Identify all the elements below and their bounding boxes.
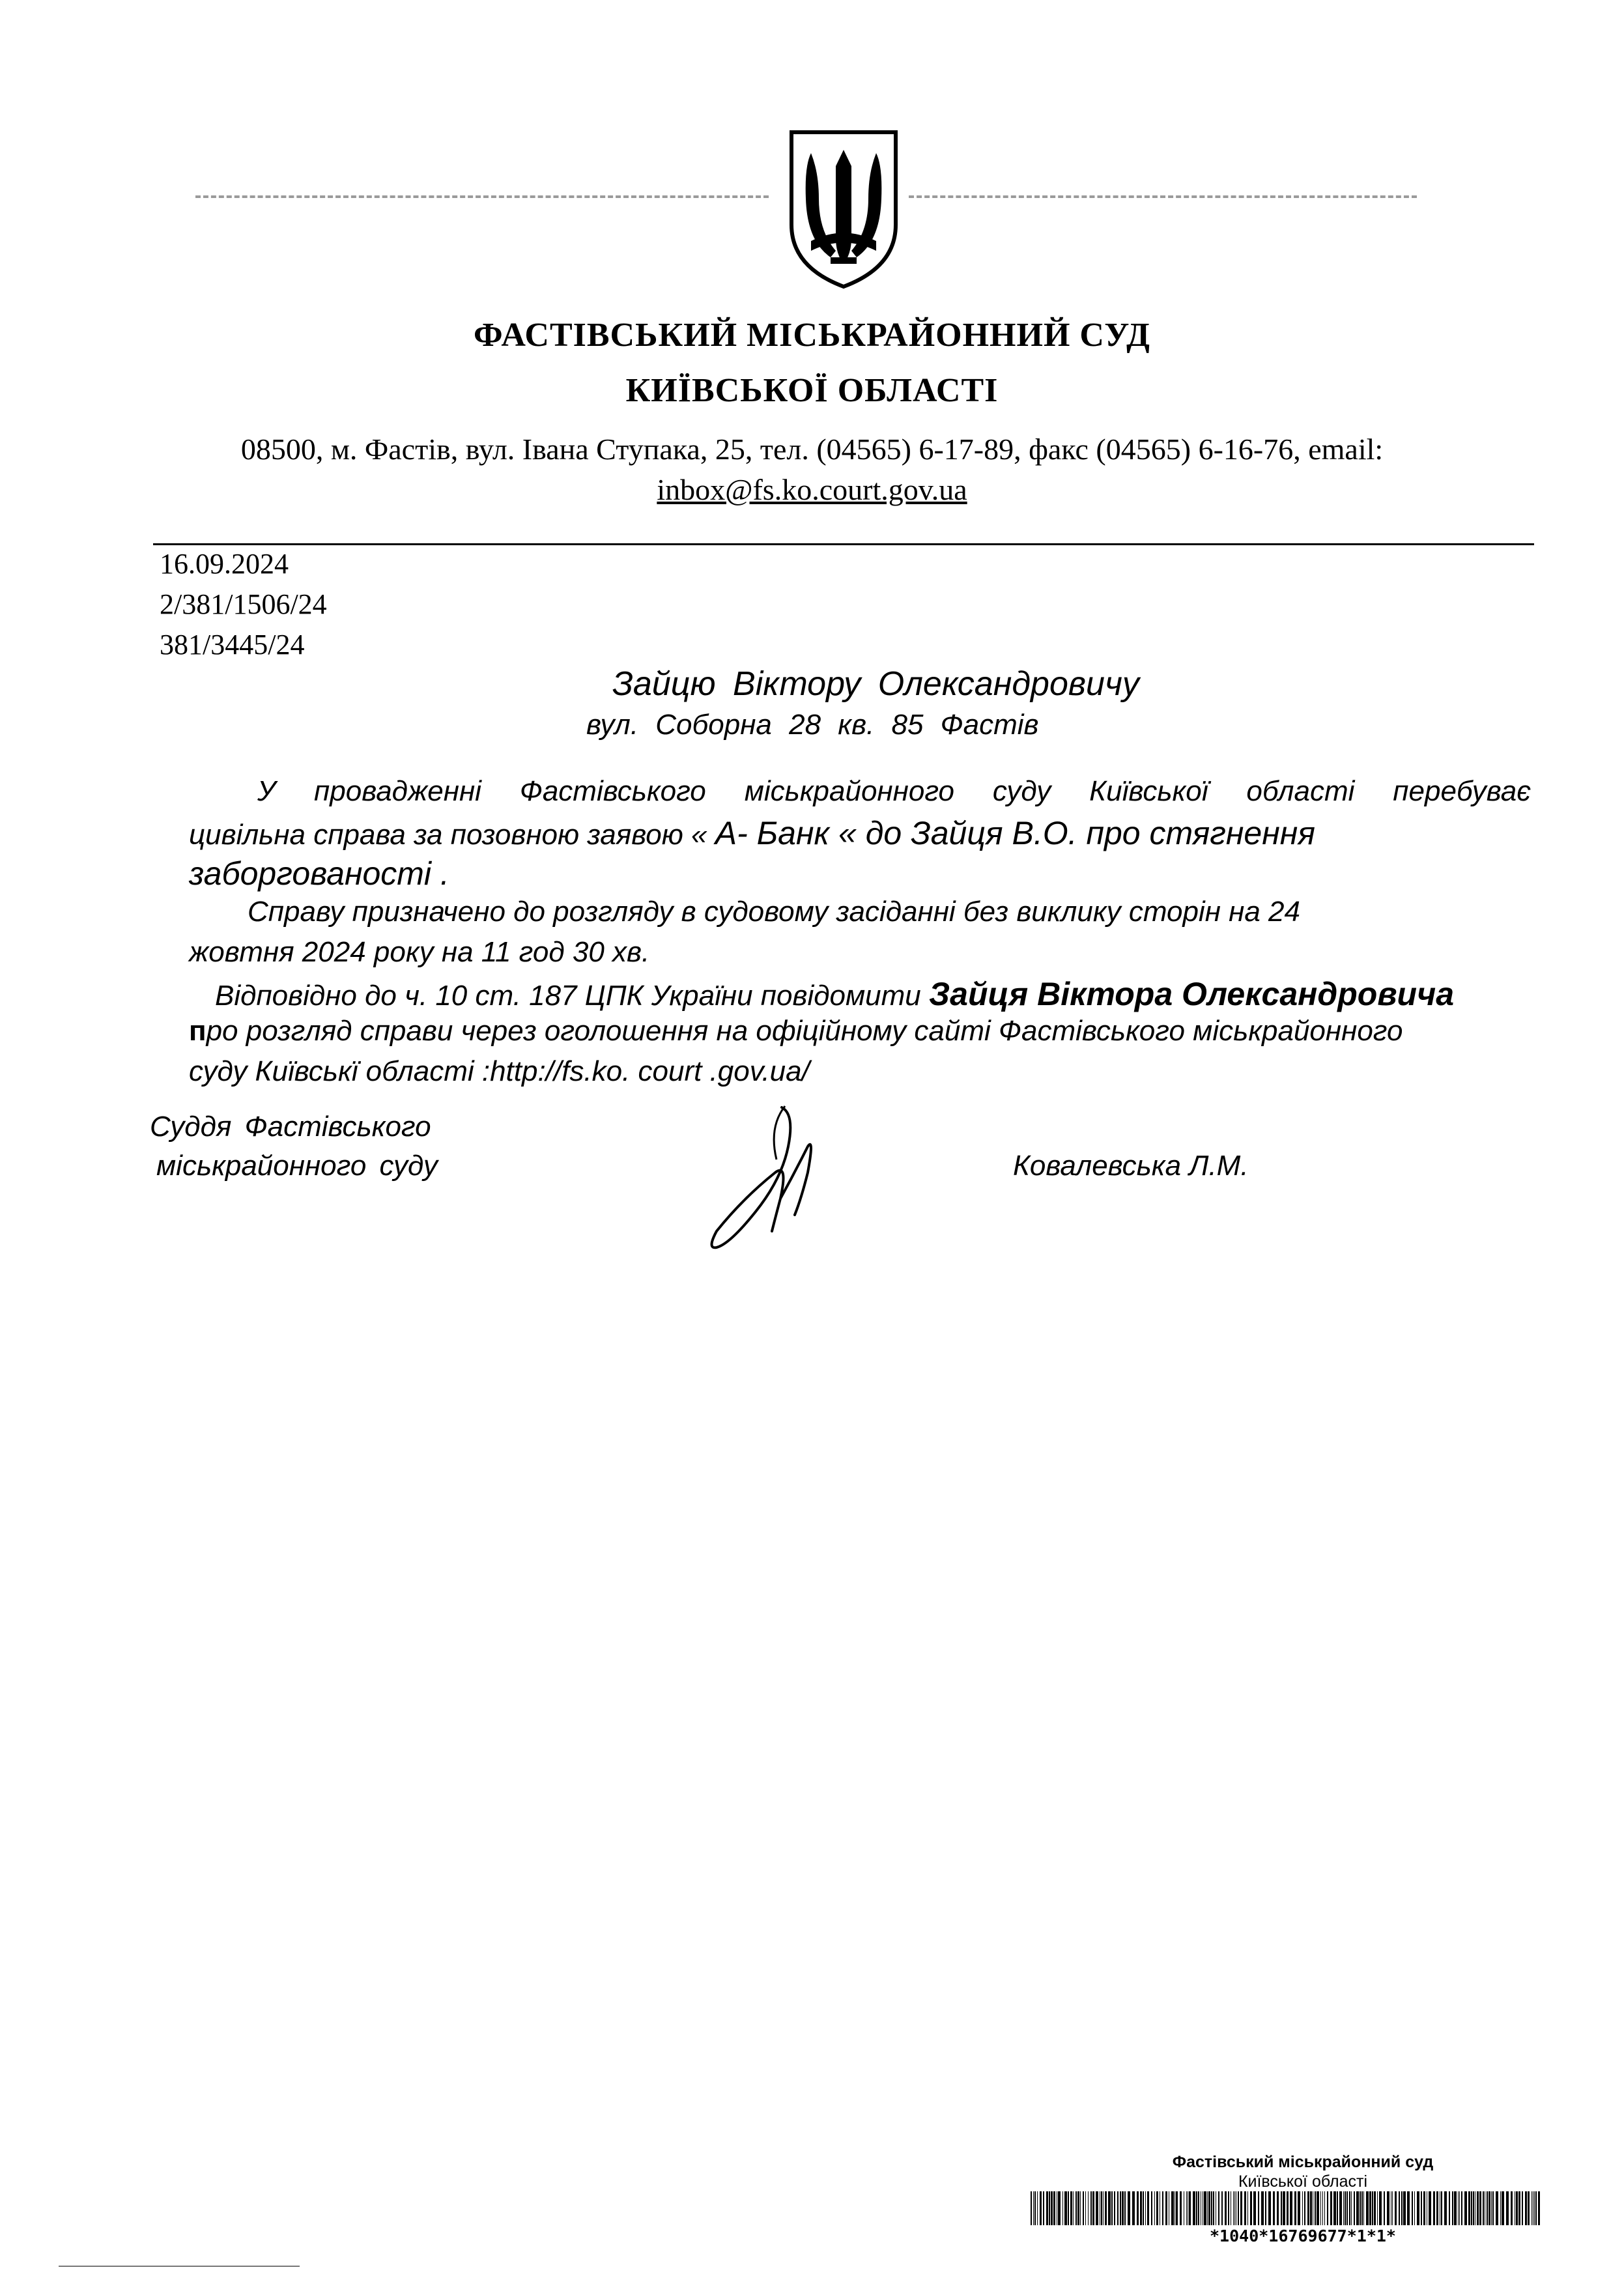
barcode-bar [1238, 2191, 1239, 2225]
barcode-bar [1176, 2191, 1178, 2225]
barcode-bar [1156, 2191, 1158, 2225]
barcode-bar [1218, 2191, 1219, 2225]
barcode-bar [1258, 2191, 1259, 2225]
claim-subject: про стягнення [1077, 815, 1315, 851]
addressee-name: Зайцю Віктору Олександровичу [612, 665, 1139, 703]
barcode-bar [1492, 2191, 1494, 2225]
barcode-bar [1468, 2191, 1470, 2225]
barcode-bar [1053, 2191, 1055, 2225]
barcode-bar [1310, 2191, 1312, 2225]
barcode-bar [1441, 2191, 1442, 2225]
barcode-bar [1461, 2191, 1462, 2225]
barcode-bar [1324, 2191, 1325, 2225]
barcode-bar [1120, 2191, 1121, 2225]
barcode-bar [1366, 2191, 1369, 2225]
barcode-bar [1132, 2191, 1135, 2225]
barcode-bar [1444, 2191, 1447, 2225]
barcode-bar [1283, 2191, 1285, 2225]
barcode-bar [1294, 2191, 1296, 2225]
notified-person-name: Зайця Віктора Олександровича [929, 976, 1455, 1012]
barcode-bar [1046, 2191, 1048, 2225]
paragraph-1-line-2 [189, 814, 1531, 852]
barcode-bar [1360, 2191, 1361, 2225]
barcode-bar [1483, 2191, 1484, 2225]
barcode-icon [1029, 2191, 1544, 2225]
court-email-link[interactable]: inbox@fs.ko.court.gov.ua [657, 473, 967, 506]
barcode-bar [1327, 2191, 1328, 2225]
barcode-bar [1140, 2191, 1142, 2225]
barcode-bar [1354, 2191, 1355, 2225]
barcode-bar [1186, 2191, 1187, 2225]
barcode-bar [1228, 2191, 1229, 2225]
barcode-bar [1193, 2191, 1195, 2225]
barcode-bar [1077, 2191, 1079, 2225]
barcode-bar [1534, 2191, 1535, 2225]
barcode-bar [1421, 2191, 1422, 2225]
barcode-bar [1479, 2191, 1481, 2225]
barcode-bar [1090, 2191, 1092, 2225]
barcode-bar [1518, 2191, 1520, 2225]
barcode-bar [1234, 2191, 1235, 2225]
barcode-bar [1349, 2191, 1350, 2225]
barcode-bar [1151, 2191, 1152, 2225]
barcode-bar [1076, 2191, 1077, 2225]
tryzub-coat-of-arms-icon [785, 127, 902, 290]
barcode-bar [1464, 2191, 1467, 2225]
barcode-bar [1387, 2191, 1389, 2225]
barcode-bar [1317, 2191, 1319, 2225]
barcode-bar [1088, 2191, 1089, 2225]
barcode-bar [1487, 2191, 1488, 2225]
court-name-line1: ФАСТІВСЬКИЙ МІСЬКРАЙОННИЙ СУД [474, 317, 1150, 354]
barcode-bar [1436, 2191, 1438, 2225]
barcode-bar [1449, 2191, 1450, 2225]
barcode-bar [1108, 2191, 1111, 2225]
barcode-bar [1363, 2191, 1364, 2225]
judge-name: Ковалевська Л.М. [1013, 1150, 1249, 1182]
barcode-bar [1320, 2191, 1321, 2225]
barcode-bar [1287, 2191, 1289, 2225]
paragraph-3-line-3: суду Київськї області :http://fs.ko. court .gov.ua/ [189, 1055, 810, 1087]
barcode-bar [1531, 2191, 1532, 2225]
barcode-bar [1315, 2191, 1316, 2225]
court-address: 08500, м. Фастів, вул. Івана Ступака, 25, тел. (04565) 6-17-89, факс (04565) 6-16-76, email: [240, 433, 1384, 466]
barcode-bar [1277, 2191, 1279, 2225]
barcode-bar [1333, 2191, 1336, 2225]
barcode-bar [1337, 2191, 1338, 2225]
barcode-bar [1351, 2191, 1352, 2225]
paragraph-1-line-3: заборгованості . [189, 855, 449, 892]
barcode-bar [1043, 2191, 1044, 2225]
barcode-bar [1211, 2191, 1212, 2225]
barcode-bar [1433, 2191, 1435, 2225]
barcode-bar [1062, 2191, 1063, 2225]
paragraph-3-line-2-rest: ро розгляд справи через оголошення на офіційному сайті Фастівського міськрайонного [206, 1015, 1403, 1047]
barcode-bar [1500, 2191, 1501, 2225]
barcode-bar [1080, 2191, 1081, 2225]
paragraph-3-line-1-start: Відповідно до ч. 10 ст. 187 ЦПК України повідомити [215, 980, 930, 1012]
header-dashed-line-right [909, 195, 1417, 198]
footer-court-region: Київської області [1238, 2172, 1368, 2191]
barcode-bar [1064, 2191, 1067, 2225]
bottom-edge-line [59, 2266, 300, 2267]
barcode-bar [1124, 2191, 1126, 2225]
barcode-bar [1392, 2191, 1393, 2225]
paragraph-3-line-2 [189, 1015, 1531, 1047]
barcode-bar [1103, 2191, 1104, 2225]
barcode-bar [1143, 2191, 1144, 2225]
barcode-bar [1233, 2191, 1234, 2225]
barcode-bar [1471, 2191, 1472, 2225]
barcode-bar [1528, 2191, 1530, 2225]
court-name-line2: КИЇВСЬКОЇ ОБЛАСТІ [625, 372, 999, 409]
header-divider [153, 543, 1534, 545]
barcode-bar [1343, 2191, 1344, 2225]
barcode-bar [1330, 2191, 1332, 2225]
barcode-bar [1281, 2191, 1282, 2225]
paragraph-2-line-1: Справу призначено до розгляду в судовому засіданні без виклику сторін на 24 [248, 896, 1300, 928]
barcode-bar [1502, 2191, 1504, 2225]
barcode-bar [1189, 2191, 1191, 2225]
barcode-bar [1477, 2191, 1479, 2225]
barcode-bar [1452, 2191, 1453, 2225]
barcode-bar [1516, 2191, 1518, 2225]
barcode-bar [1058, 2191, 1061, 2225]
barcode-number: *1040*16769677*1*1* [1210, 2227, 1396, 2245]
paragraph-2-line-2: жовтня 2024 року на 11 год 30 хв. [189, 936, 650, 968]
barcode-bar [1374, 2191, 1376, 2225]
barcode-bar [1250, 2191, 1252, 2225]
barcode-bar [1538, 2191, 1540, 2225]
barcode-bar [1117, 2191, 1118, 2225]
barcode-bar [1273, 2191, 1275, 2225]
barcode-bar [1154, 2191, 1155, 2225]
barcode-bar [1198, 2191, 1199, 2225]
barcode-bar [1290, 2191, 1292, 2225]
barcode-bar [1506, 2191, 1509, 2225]
barcode-bar [1417, 2191, 1419, 2225]
barcode-bar [1473, 2191, 1474, 2225]
barcode-bar [1196, 2191, 1197, 2225]
barcode-bar [1111, 2191, 1113, 2225]
barcode-bar [1122, 2191, 1124, 2225]
barcode-bar [1261, 2191, 1264, 2225]
paragraph-1-line-2-start: цивільна справа за позовною заявою « [189, 819, 715, 851]
barcode-bar [1068, 2191, 1069, 2225]
barcode-bar [1496, 2191, 1498, 2225]
barcode-bar [1096, 2191, 1098, 2225]
barcode-bar [1204, 2191, 1206, 2225]
barcode-bar [1511, 2191, 1513, 2225]
barcode-bar [1454, 2191, 1457, 2225]
barcode-bar [1356, 2191, 1359, 2225]
barcode-bar [1208, 2191, 1210, 2225]
barcode-bar [1051, 2191, 1053, 2225]
barcode-bar [1423, 2191, 1425, 2225]
barcode-bar [1302, 2191, 1303, 2225]
claim-parties: А- Банк « до Зайця В.О. [715, 815, 1077, 851]
barcode-bar [1304, 2191, 1305, 2225]
barcode-bar [1037, 2191, 1038, 2225]
barcode-bar [1145, 2191, 1146, 2225]
barcode-bar [1147, 2191, 1149, 2225]
barcode-bar [1379, 2191, 1382, 2225]
barcode-bar [1101, 2191, 1102, 2225]
barcode-bar [1128, 2191, 1130, 2225]
barcode-bar [1070, 2191, 1072, 2225]
barcode-bar [1049, 2191, 1050, 2225]
barcode-bar [1403, 2191, 1406, 2225]
barcode-bar [1105, 2191, 1107, 2225]
barcode-bar [1083, 2191, 1084, 2225]
paragraph-3-line-2-bold-letter: п [189, 1015, 207, 1047]
barcode-bar [1040, 2191, 1042, 2225]
document-date: 16.09.2024 [160, 548, 289, 580]
barcode-bar [1240, 2191, 1242, 2225]
barcode-bar [1033, 2191, 1034, 2225]
barcode-bar [1298, 2191, 1300, 2225]
barcode-bar [1221, 2191, 1223, 2225]
barcode-bar [1268, 2191, 1271, 2225]
barcode-bar [1165, 2191, 1167, 2225]
judge-title-line1: Суддя Фастівського [150, 1111, 431, 1143]
barcode-bar [1031, 2191, 1032, 2225]
barcode-bar [1346, 2191, 1348, 2225]
barcode-bar [1247, 2191, 1248, 2225]
handwritten-signature [704, 1101, 853, 1257]
barcode-bar [1137, 2191, 1139, 2225]
barcode-bar [1225, 2191, 1227, 2225]
barcode-bar [1489, 2191, 1490, 2225]
footer-court-name: Фастівський міськрайонний суд [1172, 2153, 1434, 2171]
barcode-bar [1092, 2191, 1094, 2225]
barcode-bar [1253, 2191, 1256, 2225]
barcode-bar [1412, 2191, 1413, 2225]
barcode-bar [1395, 2191, 1397, 2225]
barcode-bar [1491, 2191, 1492, 2225]
barcode-bar [1522, 2191, 1523, 2225]
barcode-bar [1085, 2191, 1086, 2225]
barcode-bar [1407, 2191, 1410, 2225]
barcode-bar [1114, 2191, 1115, 2225]
barcode-bar [1213, 2191, 1214, 2225]
barcode-bar [1459, 2191, 1460, 2225]
barcode-bar [1401, 2191, 1403, 2225]
barcode-bar [1244, 2191, 1246, 2225]
barcode-bar [1322, 2191, 1323, 2225]
judge-title-line2: міськрайонного суду [156, 1150, 438, 1182]
barcode-bar [1369, 2191, 1371, 2225]
barcode-bar [1345, 2191, 1346, 2225]
reference-number-1: 2/381/1506/24 [160, 588, 327, 620]
barcode-bar [1162, 2191, 1163, 2225]
barcode-bar [1073, 2191, 1074, 2225]
barcode-bar [1458, 2191, 1459, 2225]
reference-number-2: 381/3445/24 [160, 629, 305, 661]
barcode-bar [1339, 2191, 1342, 2225]
barcode-bar [1377, 2191, 1378, 2225]
barcode-bar [1034, 2191, 1036, 2225]
barcode-bar [1399, 2191, 1400, 2225]
barcode-bar [1535, 2191, 1537, 2225]
barcode-bar [1207, 2191, 1208, 2225]
barcode-bar [1265, 2191, 1266, 2225]
header-dashed-line-left [195, 195, 769, 198]
barcode-bar [1525, 2191, 1527, 2225]
paragraph-3-line-1 [215, 975, 1531, 1013]
addressee-address: вул. Соборна 28 кв. 85 Фастів [586, 709, 1039, 741]
barcode-bar [1384, 2191, 1385, 2225]
barcode-bar [1171, 2191, 1174, 2225]
barcode-bar [1372, 2191, 1373, 2225]
barcode-bar [1429, 2191, 1431, 2225]
barcode-bar [1307, 2191, 1309, 2225]
paragraph-1-line-1: У провадженні Фастівського міськрайонного суду Київської області перебуває [257, 775, 1531, 807]
barcode-bar [1361, 2191, 1363, 2225]
barcode-bar [1414, 2191, 1415, 2225]
barcode-bar [1180, 2191, 1182, 2225]
